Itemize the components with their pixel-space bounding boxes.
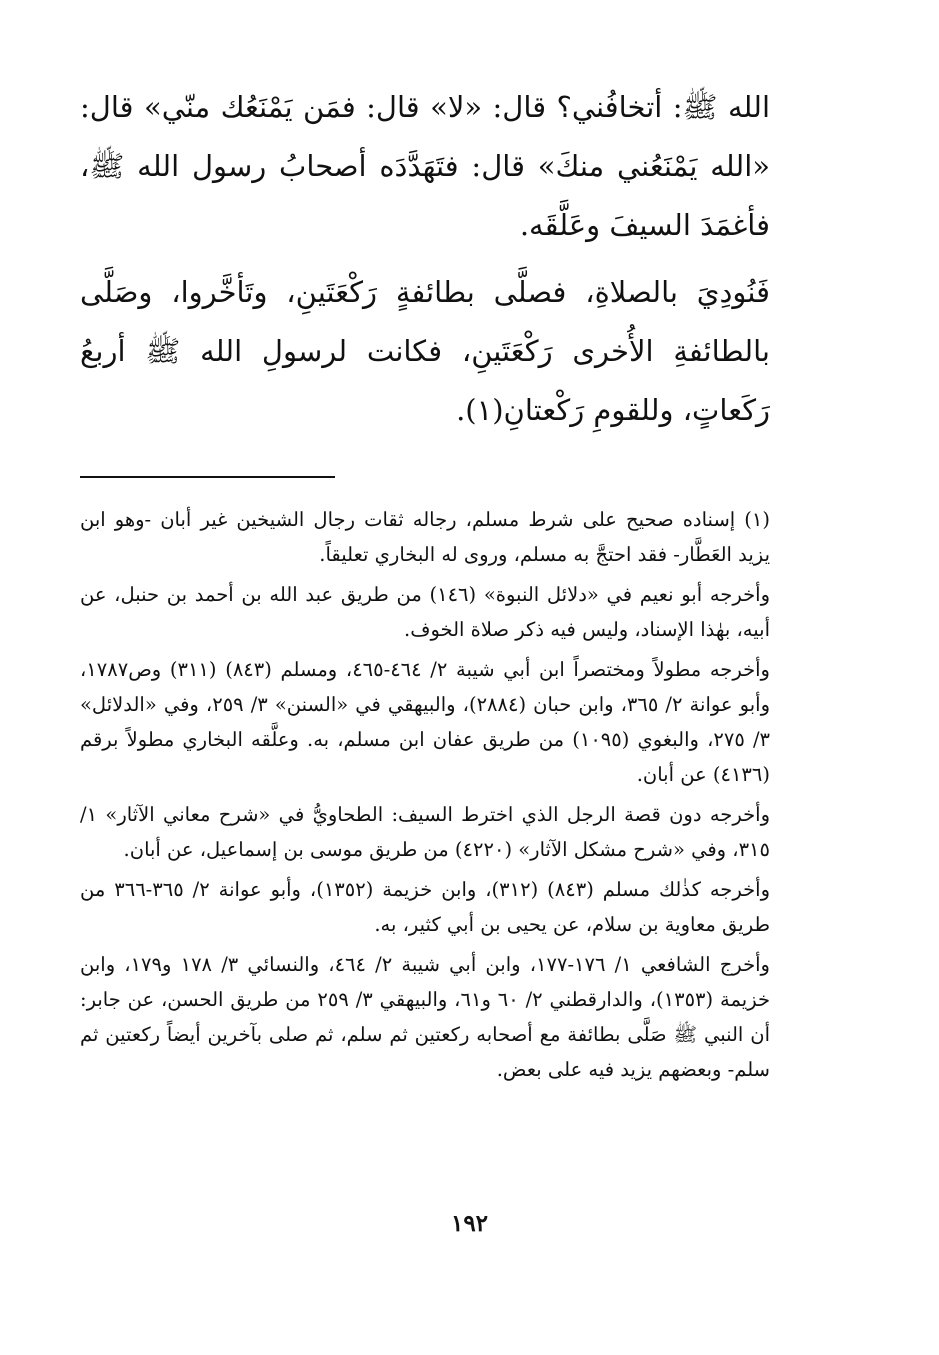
main-text — [80, 78, 770, 440]
footnote-paragraph-5: وأخرجه كذٰلك مسلم (٨٤٣) (٣١٢)، وابن خزيمة (١٣٥٢)، وأبو عوانة ٢/ ٣٦٥-٣٦٦ من طريق معاوية بن سلام، عن يحيى بن أبي كثير، به. — [80, 878, 770, 936]
footnote-paragraph-3: وأخرجه مطولاً ومختصراً ابن أبي شيبة ٢/ ٤٦٤-٤٦٥، ومسلم (٨٤٣) (٣١١) وص١٧٨٧، وأبو عوانة ٢/ ٣٦٥، وابن حبان (٢٨٨٤)، والبيهقي في «السنن» ٣/ ٢٥٩، وفي «الدلائل» ٣/ ٢٧٥، والبغوي (١٠٩٥) من طريق عفان ابن مسلم، به. وعلَّقه البخاري مطولاً برقم (٤١٣٦) عن أبان. — [80, 658, 770, 786]
footnote-paragraph-6: وأخرج الشافعي ١/ ١٧٦-١٧٧، وابن أبي شيبة ٢/ ٤٦٤، والنسائي ٣/ ١٧٨ و١٧٩، وابن خزيمة (١٣٥٣)، والدارقطني ٢/ ٦٠ و٦١، والبيهقي ٣/ ٢٥٩ من طريق الحسن، عن جابر: أن النبي ﷺ صَلَّى بطائفة مع أصحابه ركعتين ثم سلم، ثم صلى بآخرين أيضاً ركعتين ثم سلم- وبعضهم يزيد فيه على بعض. — [80, 953, 771, 1081]
page-content — [80, 78, 770, 1087]
footnote-divider — [80, 476, 335, 478]
footnote-paragraph-2: وأخرجه أبو نعيم في «دلائل النبوة» (١٤٦) من طريق عبد الله بن أحمد بن حنبل، عن أبيه، بهٰذا الإسناد، وليس فيه ذكر صلاة الخوف. — [80, 583, 770, 641]
page-number: ١٩٢ — [450, 1210, 489, 1237]
footnote-divider-wrap — [80, 476, 770, 478]
main-paragraph-1: الله ﷺ: أتخافُني؟ قال: «لا» قال: فمَن يَمْنَعُك منّي» قال: «الله يَمْنَعُني منكَ» قال: فتَهَدَّدَه أصحابُ رسول الله ﷺ، فأغمَدَ السيفَ وعَلَّقَه. — [80, 90, 770, 242]
main-paragraph-2: فَنُودِيَ بالصلاةِ، فصلَّى بطائفةٍ رَكْعَتَينِ، وتَأخَّروا، وصَلَّى بالطائفةِ الأُخرى رَكْعَتَينِ، فكانت لرسولِ الله ﷺ أربعُ رَكَعاتٍ، وللقومِ رَكْعتانِ(١). — [80, 275, 770, 427]
footnote-1: (١) إسناده صحيح على شرط مسلم، رجاله ثقات رجال الشيخين غير أبان -وهو ابن يزيد العَطَّار- فقد احتجَّ به مسلم، وروى له البخاري تعليقاً. — [80, 508, 770, 566]
footnotes — [80, 502, 770, 1087]
footnote-paragraph-4: وأخرجه دون قصة الرجل الذي اخترط السيف: الطحاويُّ في «شرح معاني الآثار» ١/ ٣١٥، وفي «شرح مشكل الآثار» (٤٢٢٠) من طريق موسى بن إسماعيل، عن أبان. — [80, 803, 770, 861]
